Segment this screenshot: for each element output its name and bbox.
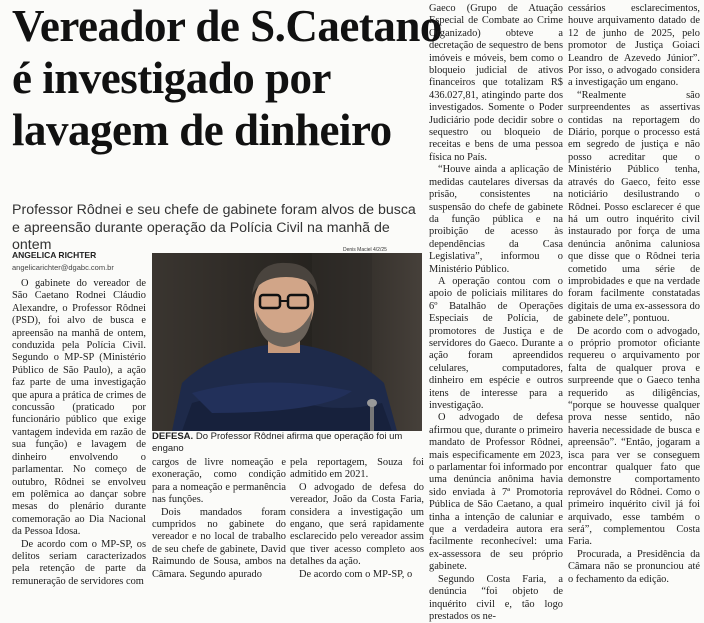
article-column-2: [152, 457, 286, 600]
photo-caption: [152, 431, 432, 455]
paragraph: “Houve ainda a aplicação de medidas cautelares diversas da prisão, consistentes na suspensão do chefe de gabinete da função pública e na proibição de acesso às dependências da Casa Legislativa”, informou o Ministério Público.: [429, 164, 563, 275]
paragraph: Segundo Costa Faria, a denúncia “foi objeto de inquérito civil e, tão logo prestados os ne-: [429, 573, 563, 622]
paragraph: cargos de livre nomeação e exoneração, como condição para a nomeação e permanência nas funções.: [152, 457, 286, 506]
person-photo-illustration: [152, 253, 422, 431]
paragraph: O gabinete do vereador de São Caetano Rodnei Cláudio Alexandre, o Professor Rôdnei (PSD), foi alvo de busca e apreensão na manhã de ontem, conduzida pela Polícia Civil. Segundo o MP-SP (Ministério Público de São Paulo), a ação faz parte de uma investigação que apura a prática de crimes de concussão (praticado por funcionário público que exige vantagem indevida em razão de sua função) e lavagem de dinheiro envolvendo o parlamentar. No começo de outubro, Rôdnei se envolveu em polêmica ao dançar sobre mesas do plenário durante comemoração ao Dia Nacional da Pessoa Idosa.: [12, 278, 146, 538]
subheadline: Professor Rôdnei e seu chefe de gabinete foram alvos de busca e apreensão durante operação da Polícia Civil na manhã de ontem: [12, 202, 416, 253]
article-column-3b: [429, 3, 563, 622]
headline-line-1: Vereador de S.Caetano: [12, 1, 442, 51]
caption-text: Do Professor Rôdnei afirma que operação foi um engano: [152, 431, 403, 454]
paragraph: pela reportagem, Souza foi admitido em 2021.: [290, 457, 424, 481]
headline-line-3: lavagem de dinheiro: [12, 105, 392, 155]
paragraph: O advogado de defesa afirmou que, durante o primeiro mandato de Professor Rôdnei, mais especificamente em 2023, o parlamentar foi informado por uma denúncia anônima havia sido enviada à 7ª Promotoria Pública de São Caetano, a qual tinha a intenção de caluniar e que a verdadeira autora era facilmente reconhecível: uma ex-assessora de seu próprio gabinete.: [429, 412, 563, 573]
article-column-4: [568, 3, 700, 600]
paragraph: A operação contou com o apoio de policiais militares do 6º Batalhão de Operações Especiais de Polícia, de promotores de Justiça e de servidores do Gaeco. Durante a ação foram apreendidos celulares, computadores, dinheiro em espécie e outros itens de interesse para a investigação.: [429, 275, 563, 411]
paragraph: cessários esclarecimentos, houve arquivamento datado de 12 de junho de 2025, pelo promotor de Justiça Goiaci Leandro de Azevedo Júnior”. Por isso, o advogado considera a investigação um engano.: [568, 3, 700, 89]
headline: [12, 0, 442, 156]
paragraph: O advogado de defesa do vereador, João da Costa Faria, considera a investigação um engano, que será rapidamente esclarecido pelo vereador assim que tiver acesso completo aos detalhes da ação.: [290, 481, 424, 568]
author-email[interactable]: angelicarichter@dgabc.com.br: [12, 263, 114, 272]
headline-line-2: é investigado por: [12, 53, 332, 103]
paragraph: Procurada, a Presidência da Câmara não se pronunciou até o fechamento da edição.: [568, 548, 700, 585]
paragraph: Gaeco (Grupo de Atuação Especial de Combate ao Crime Organizado) obteve a decretação de sequestro de bens imóveis e móveis, bem como o bloqueio judicial de ativos financeiros que totalizam R$ 436.027,81, atingindo parte dos investigados. Somente o Poder Judiciário pode decidir sobre o sequestro ou bloqueio de receitas e bens de uma pessoa física no País.: [429, 3, 563, 163]
paragraph: De acordo com o advogado, o próprio promotor oficiante requereu o arquivamento por falta de qualquer prova e surpreende que o Gaeco tenha requerido as diligências, “porque se houvesse qualquer prova nesse sentido, não haveria necessidade de busca e apreensão”. “Então, jogaram a isca para ver se conseguem encontrar qualquer fato que demonstre comportamento reprovável do Rôdnei. Como o primeiro inquérito civil já foi arquivado, esse também o será”, complementou Costa Faria.: [568, 325, 700, 548]
caption-label: DEFESA.: [152, 431, 194, 442]
paragraph: De acordo com o MP-SP, os delitos seriam caracterizados pela retenção de parte da remuneração de servidores com: [12, 538, 146, 587]
paragraph: De acordo com o MP-SP, o: [299, 568, 413, 580]
article-column-3a: [290, 457, 424, 600]
photo-credit: Denis Maciel 4/2/25: [343, 247, 387, 253]
paragraph: Dois mandados foram cumpridos no gabinete do vereador e no local de trabalho de seu chefe de gabinete, David Raimundo de Sousa, ambos na Câmara. Segundo apurado: [152, 506, 286, 580]
author-byline: ANGELICA RICHTER: [12, 250, 97, 260]
paragraph: “Realmente são surpreendentes as assertivas contidas na reportagem do Diário, porque o processo está em segredo de justiça e não posso acreditar que o Ministério Público tenha, através do Gaeco, feito esse noticiário desilustrando o Rôdnei. Posso esclarecer é que há um outro inquérito civil instaurado por força de uma denúncia anônima caluniosa que disse que o Rôdnei teria cometido uma série de improbidades e que na verdade foram facilmente constatadas digitais de uma ex-assessora do gabinete dele”, pontuou.: [568, 89, 700, 325]
article-photo: [152, 253, 422, 431]
article-column-1: [12, 278, 146, 600]
